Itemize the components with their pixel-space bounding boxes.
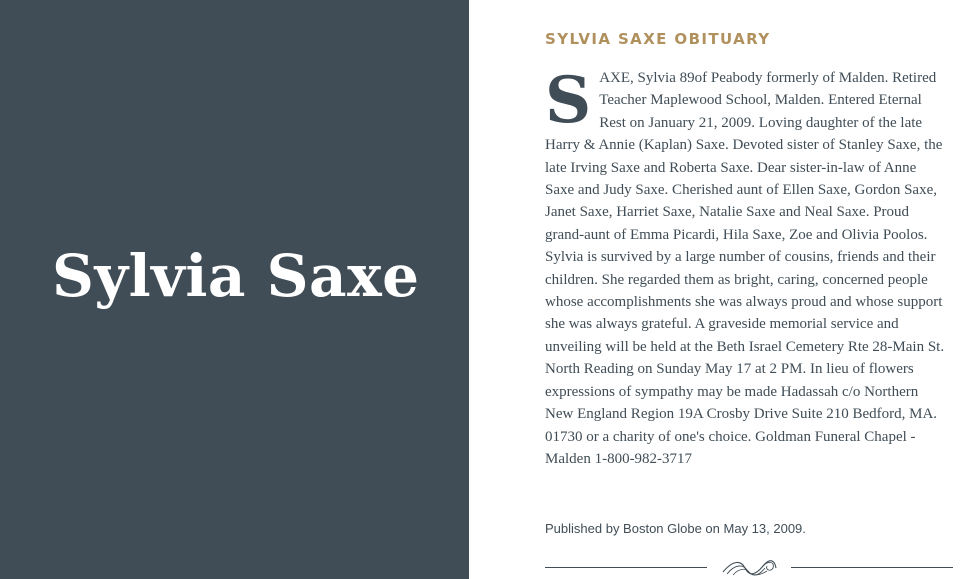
divider-line-right (791, 567, 953, 568)
hero-panel (0, 0, 469, 579)
drop-cap: S (545, 63, 592, 138)
obituary-body (545, 63, 945, 470)
obituary-content (469, 0, 971, 579)
published-line: Published by Boston Globe on May 13, 2009. (545, 521, 806, 536)
hero-name: Sylvia Saxe (52, 242, 420, 310)
flourish-ornament-icon (719, 556, 779, 578)
divider-line-left (545, 567, 707, 568)
obituary-body-text: AXE, Sylvia 89of Peabody formerly of Malden. Retired Teacher Maplewood School, Malden. Entered Eternal Rest on January 21, 2009. Loving daughter of the late Harry & Annie (Kaplan) Saxe. Devoted sister of Stanley Saxe, the late Irving Saxe and Roberta Saxe. Dear sister-in-law of Anne Saxe and Judy Saxe. Cherished aunt of Ellen Saxe, Gordon Saxe, Janet Saxe, Harriet Saxe, Natalie Saxe and Neal Saxe. Proud grand-aunt of Emma Picardi, Hila Saxe, Zoe and Olivia Poolos. Sylvia is survived by a large number of cousins, friends and their children. She regarded them as bright, caring, concerned people whose accomplishments she was always proud and whose support she was always grateful. A graveside memorial service and unveiling will be held at the Beth Israel Cemetery Rte 28-Main St. North Reading on Sunday May 17 at 2 PM. In lieu of flowers expressions of sympathy may be made Hadassah c/o Northern New England Region 19A Crosby Drive Suite 210 Bedford, MA. 01730 or a charity of one's choice. Goldman Funeral Chapel - Malden 1-800-982-3717 (545, 70, 945, 467)
obituary-heading: SYLVIA SAXE OBITUARY (545, 30, 771, 48)
